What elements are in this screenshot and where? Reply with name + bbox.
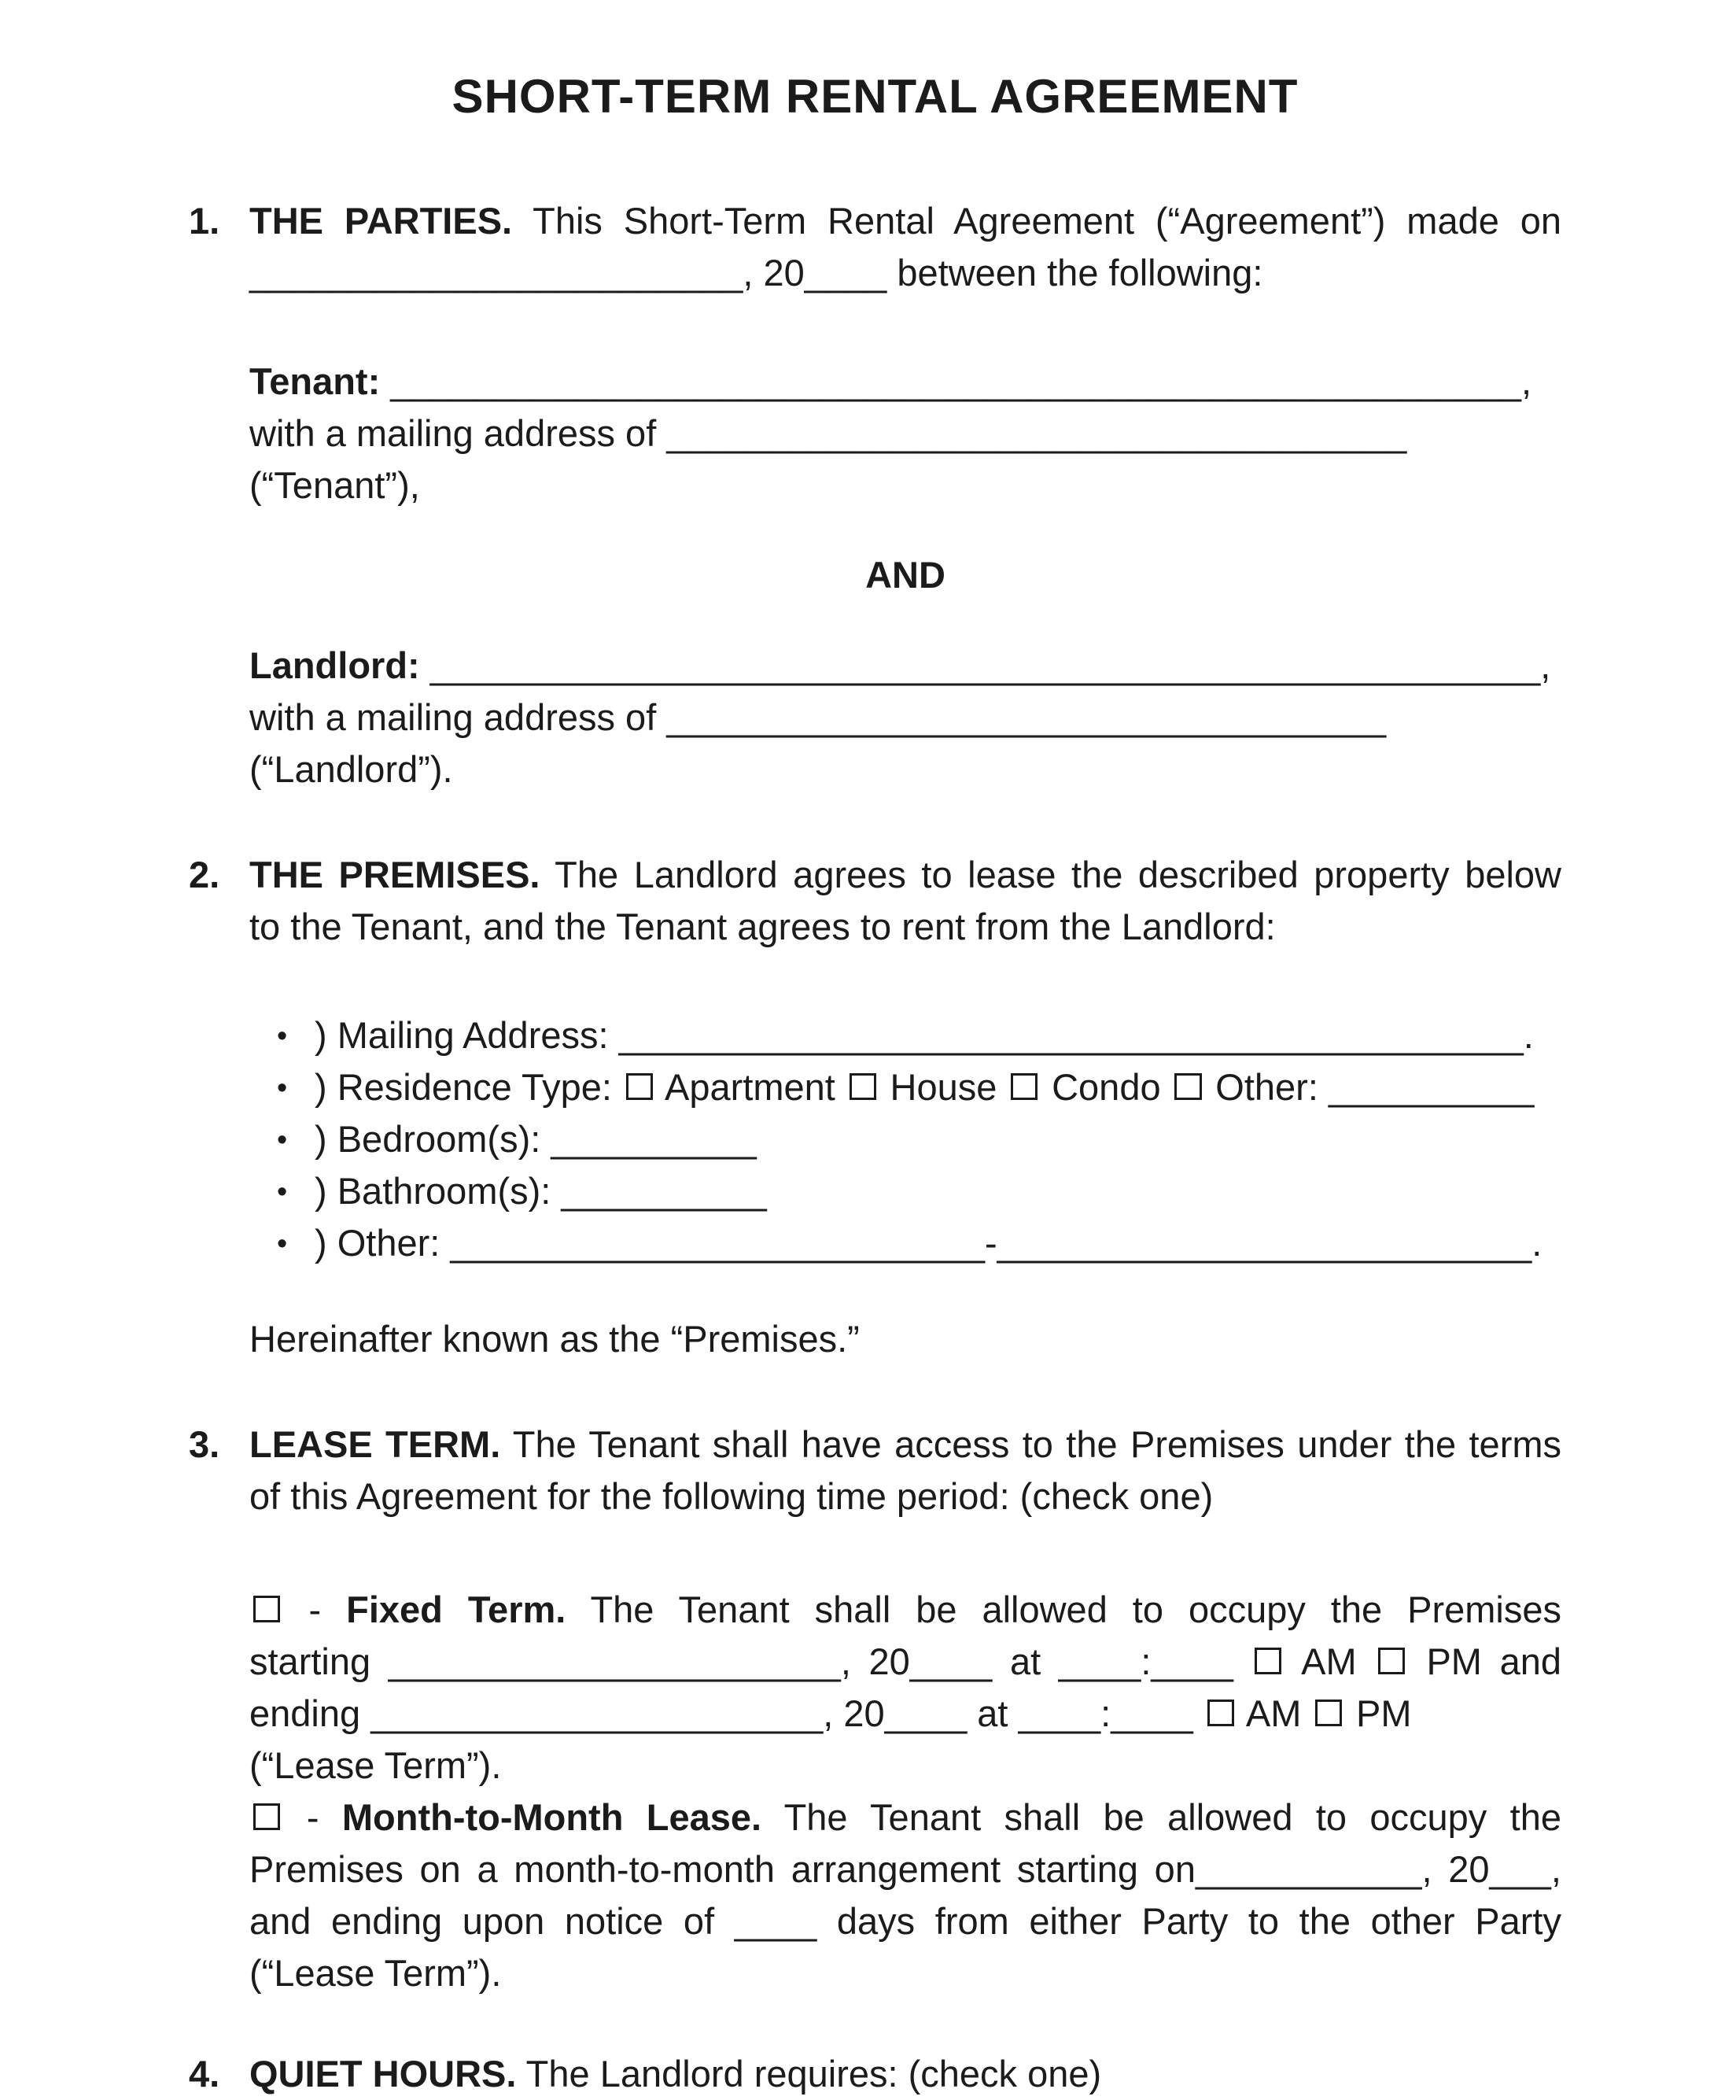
checkbox-lease-month-to-month[interactable]	[253, 1803, 280, 1830]
text-run: PM and	[1408, 1641, 1561, 1682]
section-lease-term	[189, 1419, 1561, 1522]
bullet-icon: •	[277, 1019, 288, 1052]
text-run	[1233, 1641, 1251, 1682]
text-run: starting	[249, 1641, 389, 1682]
text-run: The Landlord requires: (check one)	[516, 2053, 1102, 2094]
text-run: ,	[1520, 360, 1531, 402]
section-number-4: 4.	[189, 2053, 220, 2094]
bold-text: AND	[865, 554, 945, 596]
bold-text: Month-to-Month Lease.	[341, 1796, 762, 1838]
bold-text: LEASE TERM.	[249, 1423, 501, 1465]
text-line	[249, 247, 1561, 299]
bold-text: Landlord:	[249, 644, 430, 686]
text-run: ) Bathroom(s):	[315, 1170, 562, 1212]
text-run: at	[992, 1641, 1059, 1682]
blank-fixed-start-hour[interactable]: ____	[1058, 1641, 1141, 1682]
checkbox-residence-house[interactable]	[850, 1073, 876, 1100]
text-line	[249, 549, 1561, 601]
blank-fixed-start-date[interactable]: ______________________	[388, 1641, 841, 1682]
blank-premises-other-detail-2[interactable]: __________________________	[997, 1222, 1532, 1264]
text-line	[249, 849, 1561, 901]
blank-m2m-start-date[interactable]: ___________	[1195, 1848, 1422, 1890]
blank-premises-other-detail-1[interactable]: __________________________	[450, 1222, 985, 1264]
blank-fixed-end-minute[interactable]: ____	[1111, 1692, 1193, 1734]
text-run: Premises on a month-to-month arrangement starting on	[249, 1848, 1196, 1890]
text-run: Hereinafter known as the “Premises.”	[249, 1318, 860, 1360]
bold-text: QUIET HOURS.	[249, 2053, 517, 2094]
bullet-icon: •	[277, 1123, 288, 1156]
month-to-month-option	[189, 1792, 1561, 1999]
text-line	[249, 195, 1561, 247]
text-run: AM	[1237, 1692, 1312, 1734]
text-line	[249, 2048, 1561, 2100]
and-separator	[189, 549, 1561, 601]
text-run: ,	[1550, 1848, 1561, 1890]
text-run: and ending upon notice of	[249, 1900, 735, 1942]
text-line	[249, 1688, 1561, 1740]
list-item	[189, 1217, 1561, 1269]
text-run: (“Lease Term”).	[249, 1952, 502, 1994]
section-lease-term-body	[249, 1419, 1561, 1522]
blank-bedrooms-count[interactable]: __________	[551, 1118, 757, 1160]
text-run: .	[1531, 1222, 1542, 1264]
checkbox-fixed-end-pm[interactable]	[1315, 1700, 1342, 1726]
text-run: , 20	[1421, 1848, 1490, 1890]
text-line	[249, 1843, 1561, 1895]
blank-fixed-end-year[interactable]: ____	[884, 1692, 968, 1734]
text-line	[249, 1471, 1561, 1522]
text-line	[249, 1895, 1561, 1947]
text-line	[249, 1740, 1561, 1792]
list-item	[189, 1165, 1561, 1217]
blank-tenant-mailing-address[interactable]: ____________________________________	[666, 412, 1407, 454]
blank-premises-mailing-address[interactable]: ____________________________________________	[618, 1014, 1524, 1056]
text-run: to the Tenant, and the Tenant agrees to rent from the Landlord:	[249, 906, 1276, 947]
text-run: at	[967, 1692, 1019, 1734]
landlord-block	[189, 640, 1561, 795]
text-run: PM	[1345, 1692, 1412, 1734]
section-the-parties-body	[249, 195, 1561, 299]
text-run: The Tenant shall be allowed to occupy the	[761, 1796, 1561, 1838]
text-run: ) Mailing Address:	[315, 1014, 619, 1056]
section-the-premises	[189, 849, 1561, 953]
bold-text: THE PREMISES.	[249, 854, 540, 895]
section-quiet-hours-body	[249, 2048, 1561, 2100]
text-run: -	[283, 1796, 342, 1838]
blank-landlord-mailing-address[interactable]: ___________________________________	[666, 696, 1387, 738]
text-run: (“Tenant”),	[249, 464, 420, 506]
text-run: ,	[1540, 644, 1551, 686]
list-item	[189, 1009, 1561, 1061]
text-line	[249, 640, 1561, 692]
list-item	[189, 1061, 1561, 1113]
text-run: ) Other:	[315, 1222, 451, 1264]
text-run: (“Lease Term”).	[249, 1744, 502, 1786]
text-run: Condo	[1041, 1066, 1171, 1108]
text-run: This Short-Term Rental Agreement (“Agreement”) made on	[512, 200, 1561, 242]
text-run	[1193, 1692, 1203, 1734]
text-run: :	[1100, 1692, 1111, 1734]
text-run: ) Bedroom(s):	[315, 1118, 551, 1160]
text-run: ending	[249, 1692, 371, 1734]
text-line	[249, 1313, 1561, 1365]
text-run: :	[1141, 1641, 1152, 1682]
text-run: The Tenant shall have access to the Premises under the terms	[500, 1423, 1561, 1465]
checkbox-residence-condo[interactable]	[1011, 1073, 1038, 1100]
section-quiet-hours	[189, 2048, 1561, 2100]
text-line	[249, 1947, 1561, 1999]
text-run: with a mailing address of	[249, 696, 667, 738]
text-line	[249, 1419, 1561, 1471]
text-run: -	[985, 1222, 997, 1264]
blank-bathrooms-count[interactable]: __________	[561, 1170, 767, 1212]
text-run: days from either Party to the other Party	[816, 1900, 1561, 1942]
section-number-1: 1.	[189, 200, 220, 242]
checkbox-residence-apartment[interactable]	[626, 1073, 653, 1100]
section-the-premises-body	[249, 849, 1561, 953]
text-line	[249, 1792, 1561, 1843]
text-run: , 20	[840, 1641, 910, 1682]
bullet-icon: •	[277, 1175, 288, 1208]
text-run: Other:	[1205, 1066, 1329, 1108]
section-the-parties	[189, 195, 1561, 299]
checkbox-residence-other[interactable]	[1174, 1073, 1201, 1100]
bullet-icon: •	[277, 1227, 288, 1260]
text-run: .	[1523, 1014, 1534, 1056]
text-run: of this Agreement for the following time period: (check one)	[249, 1475, 1214, 1517]
premises-alias-note	[189, 1313, 1561, 1365]
blank-agreement-year[interactable]: ____	[804, 252, 887, 293]
checkbox-fixed-start-pm[interactable]	[1378, 1648, 1405, 1674]
section-number-3: 3.	[189, 1423, 220, 1465]
text-run: (“Landlord”).	[249, 748, 453, 790]
text-line	[249, 408, 1561, 511]
blank-fixed-start-year[interactable]: ____	[909, 1641, 993, 1682]
blank-fixed-end-hour[interactable]: ____	[1018, 1692, 1101, 1734]
text-run: The Landlord agrees to lease the described property below	[540, 854, 1562, 895]
tenant-block	[189, 356, 1561, 511]
blank-residence-other-type[interactable]: __________	[1328, 1066, 1535, 1108]
blank-agreement-date[interactable]: ________________________	[249, 252, 743, 293]
blank-m2m-notice-days[interactable]: ____	[734, 1900, 817, 1942]
text-line	[249, 356, 1561, 408]
text-line	[249, 692, 1561, 795]
list-item	[189, 1113, 1561, 1165]
text-line	[249, 1584, 1561, 1636]
text-run: with a mailing address of	[249, 412, 667, 454]
blank-fixed-end-date[interactable]: ______________________	[370, 1692, 824, 1734]
checkbox-lease-fixed-term[interactable]	[253, 1596, 280, 1622]
text-line	[249, 1636, 1561, 1688]
blank-landlord-name[interactable]: ______________________________________________________	[429, 644, 1541, 686]
text-run: between the following:	[886, 252, 1263, 293]
text-run: -	[283, 1589, 347, 1630]
section-number-2: 2.	[189, 854, 220, 895]
text-run: AM	[1285, 1641, 1375, 1682]
text-run: , 20	[743, 252, 805, 293]
premises-details-list	[189, 1009, 1561, 1269]
bold-text: THE PARTIES.	[249, 200, 513, 242]
text-run: , 20	[823, 1692, 885, 1734]
checkbox-fixed-end-am[interactable]	[1207, 1700, 1234, 1726]
bullet-icon: •	[277, 1071, 288, 1104]
bold-text: Fixed Term.	[346, 1589, 566, 1630]
text-run: House	[879, 1066, 1008, 1108]
text-run: ) Residence Type:	[315, 1066, 623, 1108]
text-run: Apartment	[656, 1066, 846, 1108]
bold-text: Tenant:	[249, 360, 391, 402]
text-line	[249, 901, 1561, 953]
blank-tenant-name[interactable]: _______________________________________________________	[390, 360, 1521, 402]
text-run: The Tenant shall be allowed to occupy the Premises	[566, 1589, 1561, 1630]
fixed-term-option	[189, 1584, 1561, 1792]
checkbox-fixed-start-am[interactable]	[1255, 1648, 1281, 1674]
document-title: SHORT-TERM RENTAL AGREEMENT	[452, 70, 1299, 123]
blank-fixed-start-minute[interactable]: ____	[1151, 1641, 1233, 1682]
blank-m2m-start-year[interactable]: ___	[1489, 1848, 1551, 1890]
